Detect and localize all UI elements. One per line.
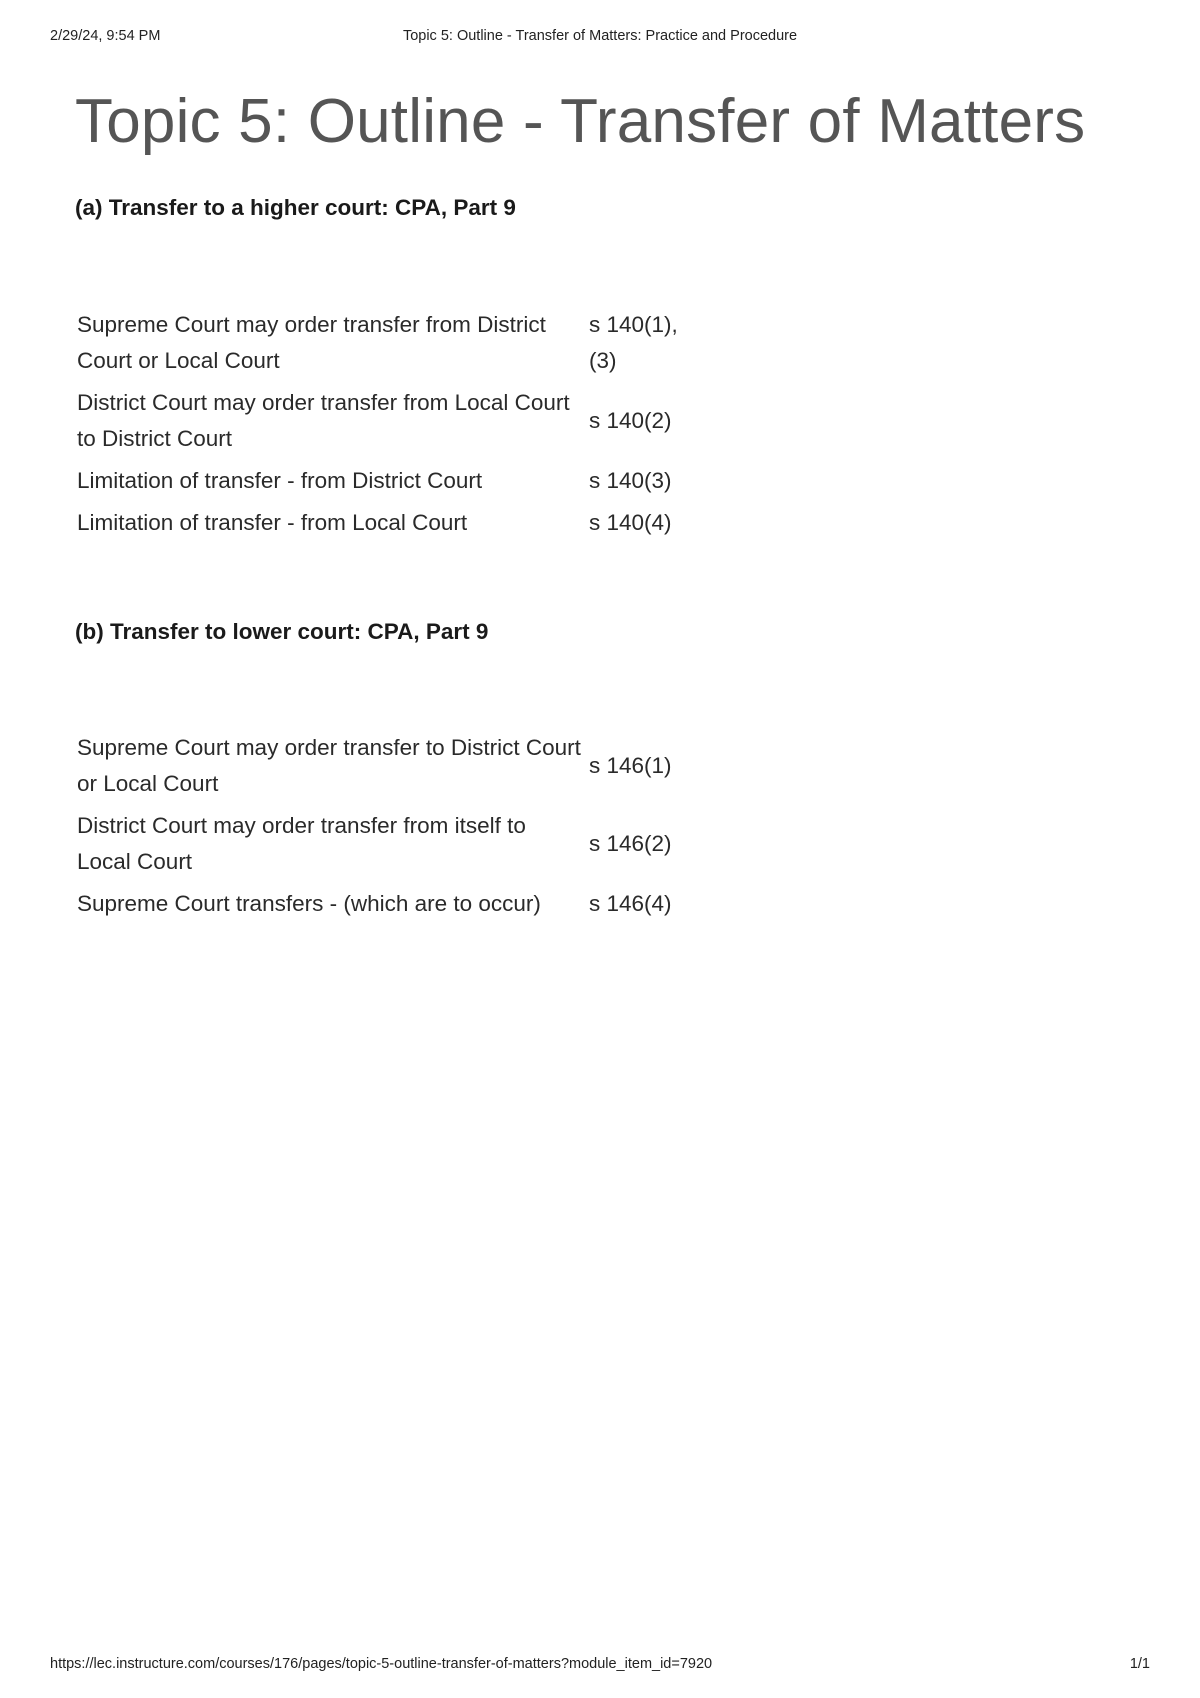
print-footer: [0, 1656, 1200, 1676]
row-reference: s 146(4): [589, 891, 672, 916]
row-reference: s 140(3): [589, 468, 672, 493]
table-row: [75, 460, 702, 502]
print-header: [0, 28, 1200, 48]
row-reference: s 140(1), (3): [589, 312, 678, 373]
table-row: [75, 382, 702, 460]
table-row: [75, 883, 702, 925]
row-description: Supreme Court transfers - (which are to occur): [77, 891, 541, 916]
row-reference: s 146(2): [589, 831, 672, 856]
row-reference: s 140(4): [589, 510, 672, 535]
page-content: [75, 86, 1135, 916]
print-header-datetime: 2/29/24, 9:54 PM: [50, 28, 161, 44]
row-reference: s 146(1): [589, 753, 672, 778]
page-title: Topic 5: Outline - Transfer of Matters: [75, 87, 1086, 156]
print-footer-page-number: 1/1: [1129, 1656, 1150, 1672]
section-heading-higher-court: (a) Transfer to a higher court: CPA, Part 9: [75, 195, 516, 220]
row-reference: s 140(2): [589, 408, 672, 433]
row-description: Limitation of transfer - from District Court: [77, 468, 483, 493]
row-description: Supreme Court may order transfer to District Court or Local Court: [77, 735, 581, 796]
transfer-higher-court-table: [75, 304, 702, 544]
section-heading-lower-court: (b) Transfer to lower court: CPA, Part 9: [75, 619, 489, 644]
table-row: [75, 805, 702, 883]
table-row: [75, 304, 702, 382]
print-footer-url: https://lec.instructure.com/courses/176/pages/topic-5-outline-transfer-of-matters?module_item_id=7920: [50, 1656, 713, 1672]
print-header-title: Topic 5: Outline - Transfer of Matters: Practice and Procedure: [402, 28, 798, 44]
transfer-lower-court-table: [75, 727, 702, 925]
row-description: District Court may order transfer from Local Court to District Court: [77, 390, 570, 451]
table-row: [75, 727, 702, 805]
row-description: District Court may order transfer from itself to Local Court: [77, 813, 526, 874]
row-description: Supreme Court may order transfer from District Court or Local Court: [77, 312, 546, 373]
table-row: [75, 502, 702, 544]
row-description: Limitation of transfer - from Local Court: [77, 510, 468, 535]
